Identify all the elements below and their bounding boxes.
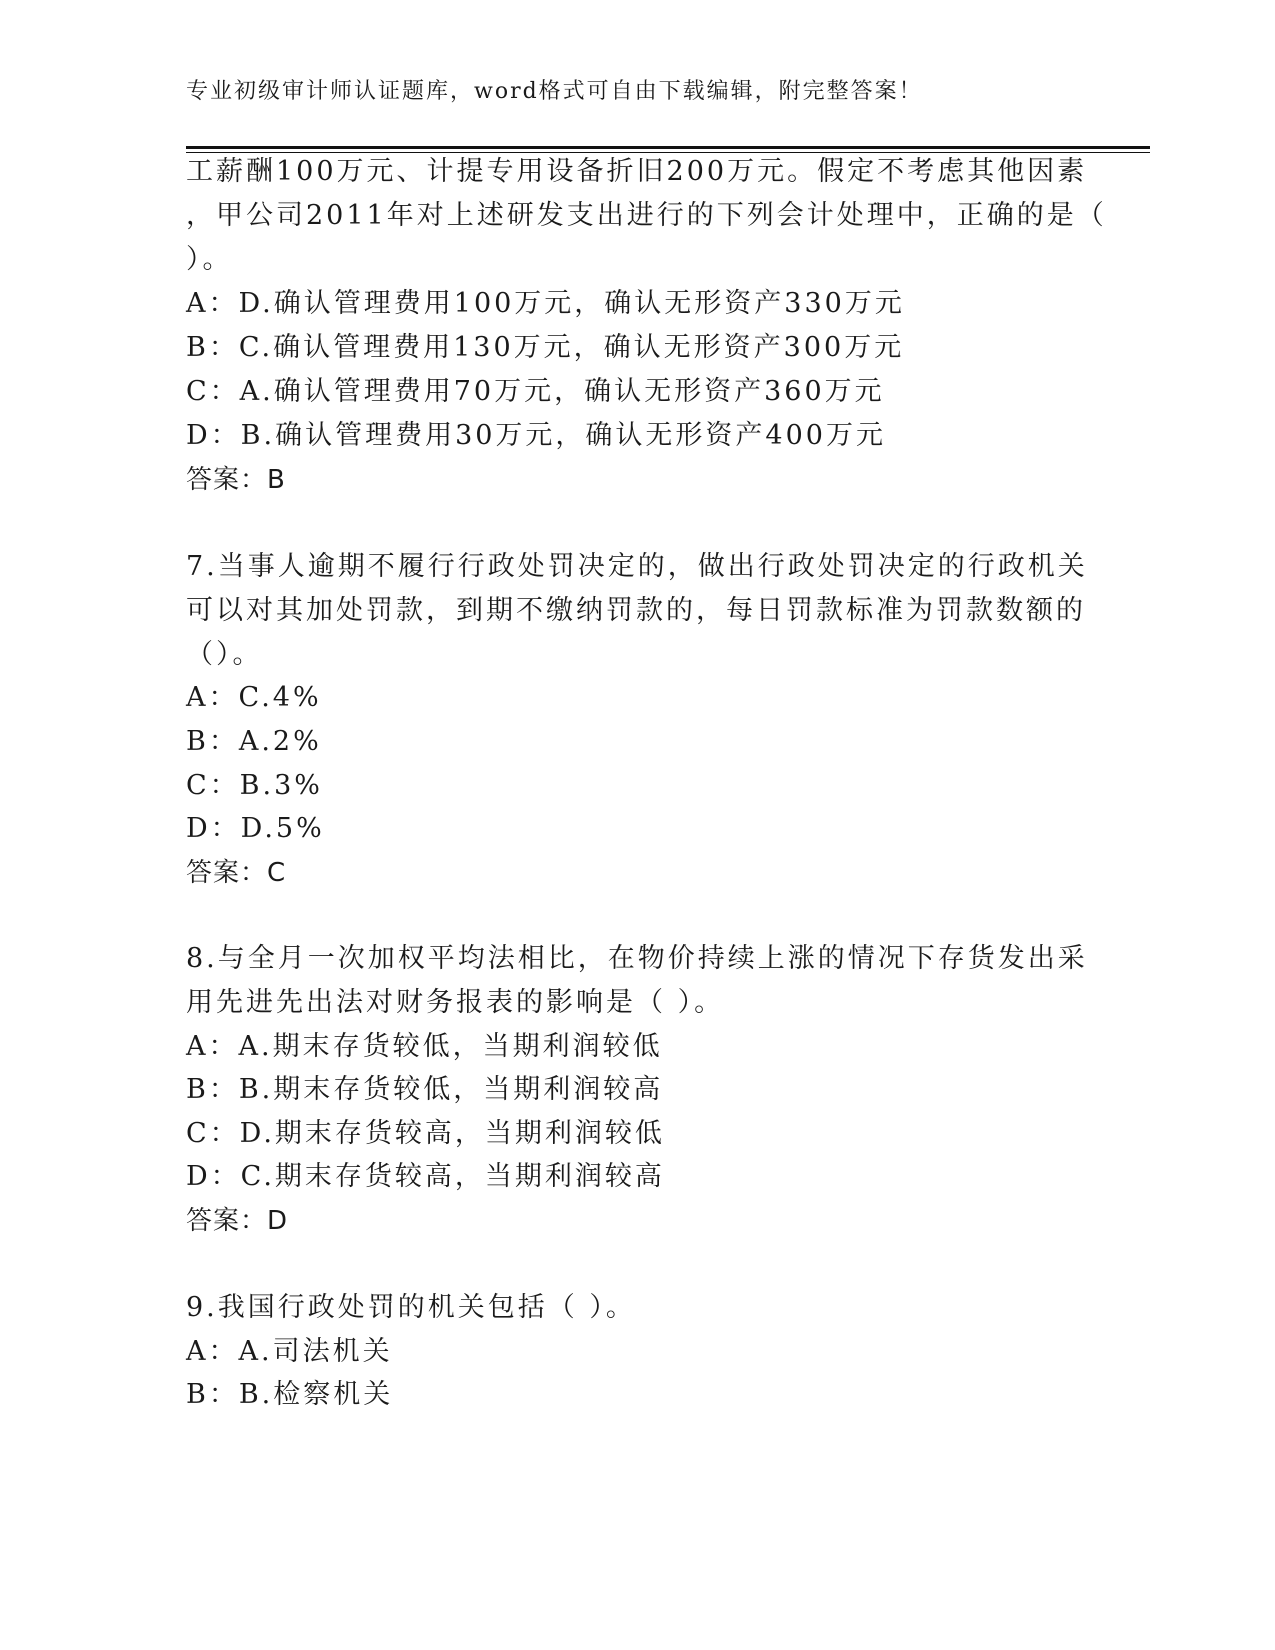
q9-stem-line-1: 9.我国行政处罚的机关包括（ ）。	[186, 1292, 636, 1323]
q7-option-b: B：A.2%	[186, 726, 322, 757]
header-rule-thin	[186, 152, 1150, 153]
q6-option-a: A：D.确认管理费用100万元，确认无形资产330万元	[186, 288, 905, 319]
q6-stem-line-3: ）。	[186, 244, 233, 275]
q6-answer: 答案：B	[186, 465, 286, 495]
q8-option-d: D：C.期末存货较高，当期利润较高	[186, 1161, 665, 1192]
q6-option-c: C：A.确认管理费用70万元，确认无形资产360万元	[186, 376, 885, 407]
q6-option-d: D：B.确认管理费用30万元，确认无形资产400万元	[186, 420, 886, 451]
q8-stem-line-2: 用先进先出法对财务报表的影响是（ ）。	[186, 987, 725, 1018]
q8-stem-line-1: 8.与全月一次加权平均法相比，在物价持续上涨的情况下存货发出采	[186, 943, 1088, 974]
q8-answer: 答案：D	[186, 1206, 289, 1236]
q6-stem-line-1: 工薪酬100万元、计提专用设备折旧200万元。假定不考虑其他因素	[186, 156, 1088, 187]
q9-option-a: A：A.司法机关	[186, 1336, 393, 1367]
q6-stem-line-2: ，甲公司2011年对上述研发支出进行的下列会计处理中，正确的是（	[186, 200, 1107, 231]
q8-option-c: C：D.期末存货较高，当期利润较低	[186, 1118, 665, 1149]
q7-option-c: C：B.3%	[186, 770, 323, 801]
q8-option-a: A：A.期末存货较低，当期利润较低	[186, 1031, 663, 1062]
page-header: 专业初级审计师认证题库，word格式可自由下载编辑，附完整答案！	[186, 79, 923, 104]
q8-option-b: B：B.期末存货较低，当期利润较高	[186, 1074, 664, 1105]
q6-option-b: B：C.确认管理费用130万元，确认无形资产300万元	[186, 332, 905, 363]
q7-option-a: A：C.4%	[186, 682, 322, 713]
q7-stem-line-1: 7.当事人逾期不履行行政处罚决定的，做出行政处罚决定的行政机关	[186, 551, 1088, 582]
q7-stem-line-2: 可以对其加处罚款，到期不缴纳罚款的，每日罚款标准为罚款数额的	[186, 595, 1086, 626]
header-rule-thick	[186, 146, 1150, 149]
q9-option-b: B：B.检察机关	[186, 1379, 394, 1410]
q7-stem-line-3: （）。	[186, 639, 263, 670]
q7-answer: 答案：C	[186, 858, 287, 888]
q7-option-d: D：D.5%	[186, 813, 325, 844]
